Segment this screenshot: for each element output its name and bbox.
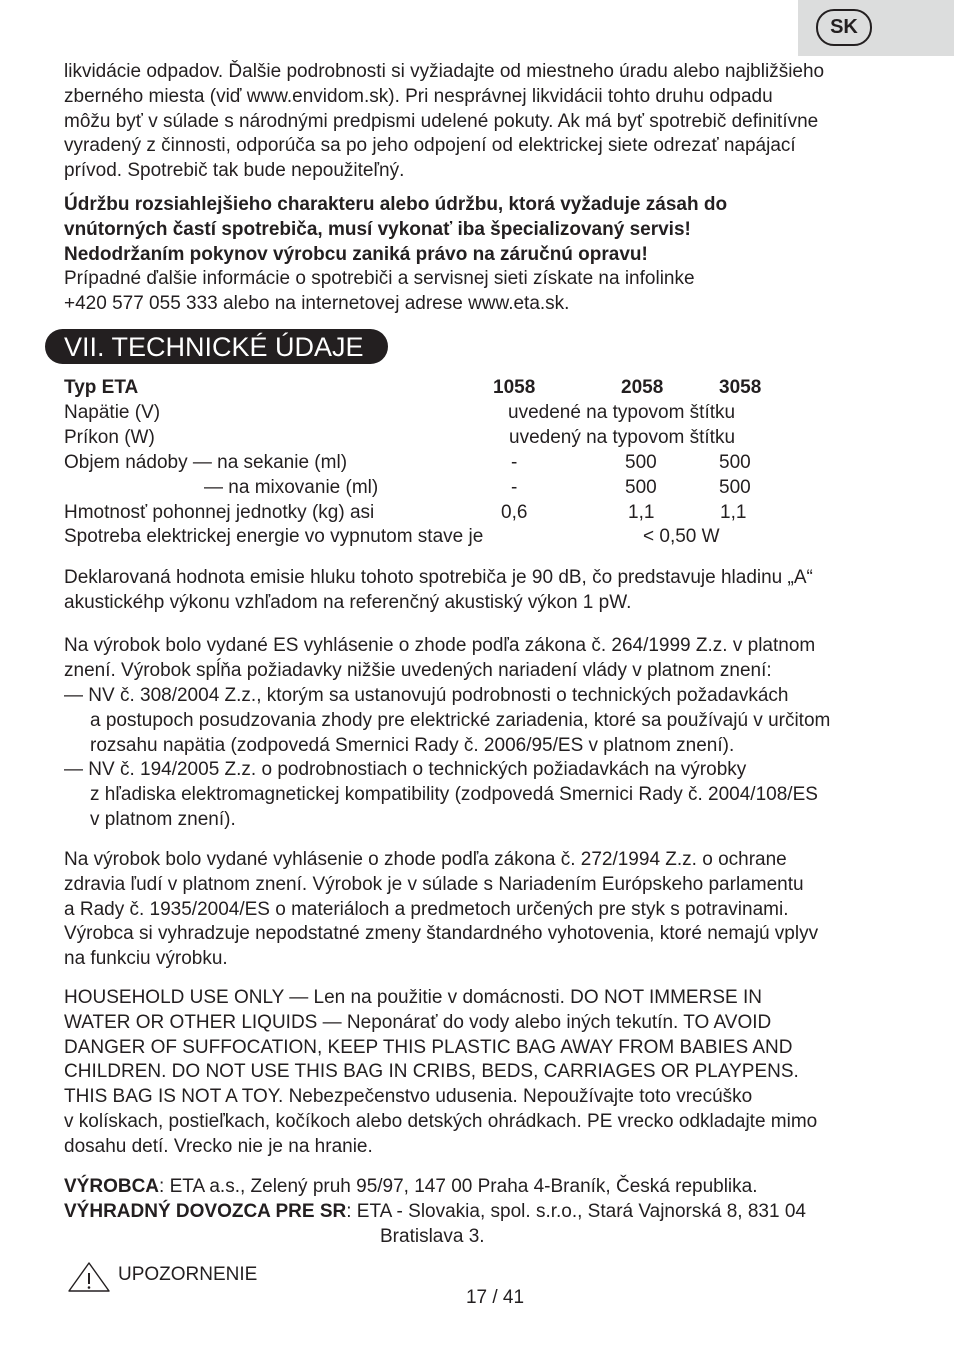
manufacturer-label: VÝROBCA xyxy=(64,1176,160,1197)
text-line: Na výrobok bolo vydané ES vyhlásenie o zhode podľa zákona č. 264/1999 Z.z. v platnom xyxy=(64,635,816,656)
noise-paragraph xyxy=(64,566,894,616)
regulation-list xyxy=(64,684,894,833)
manufacturer-block xyxy=(64,1175,894,1249)
spec-weight-2058: 1,1 xyxy=(628,502,655,523)
spec-weight-3058: 1,1 xyxy=(720,502,747,523)
warning-note xyxy=(67,1261,327,1293)
manufacturer-line xyxy=(64,1175,894,1200)
spec-chop-2058: 500 xyxy=(625,452,657,473)
text-line: Prípadné ďalšie informácie o spotrebiči a servisnej sieti získate na infolinke xyxy=(64,268,695,290)
language-badge: SK xyxy=(816,9,872,46)
spec-header-label: Typ ETA xyxy=(64,377,139,398)
text-line: Výrobca si vyhradzuje nepodstatné zmeny štandardného vyhotovenia, ktoré nemajú vplyv xyxy=(64,923,819,945)
spec-power-label: Príkon (W) xyxy=(64,427,155,448)
manufacturer-value: : ETA a.s., Zelený pruh 95/97, 147 00 Praha 4-Braník, Česká republika. xyxy=(159,1176,758,1197)
service-warning-line: vnútorných častí spotrebiča, musí vykonať iba špecializovaný servis! xyxy=(64,218,691,240)
text-line: Deklarovaná hodnota emisie hluku tohoto spotrebiča je 90 dB, čo predstavuje hladinu „A“ xyxy=(64,567,813,588)
text-line: HOUSEHOLD USE ONLY — Len na použitie v domácnosti. DO NOT IMMERSE IN xyxy=(64,987,762,1008)
text-line: a postupoch posudzovania zhody pre elektrické zariadenia, ktoré sa používajú v určitom xyxy=(90,709,831,731)
spec-chop-label: Objem nádoby — na sekanie (ml) xyxy=(64,452,348,473)
spec-chop-3058: 500 xyxy=(719,452,751,473)
importer-value: : ETA - Slovakia, spol. s.r.o., Stará Vajnorská 8, 831 04 xyxy=(346,1200,806,1222)
spec-standby-value: < 0,50 W xyxy=(643,526,720,547)
text-line: CHILDREN. DO NOT USE THIS BAG IN CRIBS, BEDS, CARRIAGES OR PLAYPENS. xyxy=(64,1061,799,1083)
text-line: THIS BAG IS NOT A TOY. Nebezpečenstvo udusenia. Nepoužívajte toto vrecúško xyxy=(64,1086,753,1108)
text-line: Na výrobok bolo vydané vyhlásenie o zhode podľa zákona č. 272/1994 Z.z. o ochrane xyxy=(64,849,787,870)
importer-label: VÝHRADNÝ DOVOZCA PRE SR xyxy=(64,1200,347,1222)
text-line: WATER OR OTHER LIQUIDS — Neponárať do vody alebo iných tekutín. TO AVOID xyxy=(64,1011,772,1033)
conformity-paragraph xyxy=(64,634,894,684)
page-number: 17 / 41 xyxy=(465,1287,525,1308)
text-line: dosahu detí. Vrecko nie je na hranie. xyxy=(64,1135,373,1157)
safety-warning-paragraph xyxy=(64,986,894,1160)
warning-label: UPOZORNENIE xyxy=(118,1264,258,1285)
spec-model-1058: 1058 xyxy=(493,377,536,398)
importer-line xyxy=(64,1200,894,1225)
spec-power-value: uvedený na typovom štítku xyxy=(509,427,736,448)
list-dash: — xyxy=(64,759,83,781)
spec-chop-1058: - xyxy=(511,452,518,473)
text-line: NV č. 194/2005 Z.z. o podrobnostiach o technických požiadavkách na výrobky xyxy=(88,759,747,781)
spec-mix-3058: 500 xyxy=(719,477,751,498)
spec-mix-2058: 500 xyxy=(625,477,657,498)
text-line: rozsahu napätia (zodpovedá Smernici Rady č. 2006/95/ES v platnom znení). xyxy=(90,734,735,756)
text-line: DANGER OF SUFFOCATION, KEEP THIS PLASTIC BAG AWAY FROM BABIES AND xyxy=(64,1036,793,1058)
importer-value-line2: Bratislava 3. xyxy=(380,1225,485,1247)
health-paragraph xyxy=(64,848,894,972)
spec-voltage-label: Napätie (V) xyxy=(64,402,161,423)
technical-specs-table xyxy=(64,376,864,551)
spec-mix-label: — na mixovanie (ml) xyxy=(204,477,379,498)
spec-mix-1058: - xyxy=(511,477,518,498)
language-tab xyxy=(798,0,954,56)
spec-standby-label: Spotreba elektrickej energie vo vypnutom stave je xyxy=(64,526,484,547)
regulation-item xyxy=(64,758,894,832)
section-heading: VII. TECHNICKÉ ÚDAJE xyxy=(45,329,388,364)
spec-model-2058: 2058 xyxy=(621,377,664,398)
spec-weight-1058: 0,6 xyxy=(501,502,528,523)
regulation-item xyxy=(64,684,894,758)
text-line: môžu byť v súlade s národnými predpismi udelené pokuty. Ak má byť spotrebič definitívne xyxy=(64,110,819,132)
text-line: vyradený z činnosti, odporúča sa po jeho odpojení od elektrickej siete odrezať napájací xyxy=(64,135,796,157)
text-line: na funkciu výrobku. xyxy=(64,948,228,970)
text-line: prívod. Spotrebič tak bude nepoužiteľný. xyxy=(64,160,405,182)
text-line: zdravia ľudí v platnom znení. Výrobok je v súlade s Nariadením Európskeho parlamentu xyxy=(64,873,804,895)
text-line: zberného miesta (viď www.envidom.sk). Pri nesprávnej likvidácii tohto druhu odpadu xyxy=(64,85,773,107)
service-paragraph xyxy=(64,193,894,317)
text-line: likvidácie odpadov. Ďalšie podrobnosti si vyžiadajte od miestneho úradu alebo najbližšieho xyxy=(64,61,825,82)
text-line: znení. Výrobok spĺňa požiadavky nižšie uvedených nariadení vlády v platnom znení: xyxy=(64,659,772,681)
spec-voltage-value: uvedené na typovom štítku xyxy=(508,402,736,423)
text-line: v kolískach, postieľkach, kočíkoch alebo detských ohrádkach. PE vrecko odkladajte mimo xyxy=(64,1110,818,1132)
warning-triangle-icon xyxy=(67,1261,111,1293)
spec-model-3058: 3058 xyxy=(719,377,762,398)
list-dash: — xyxy=(64,685,83,706)
text-line: v platnom znení). xyxy=(90,808,236,830)
text-line: akustickéhp výkonu vzhľadom na referenčný akustiský výkon 1 pW. xyxy=(64,591,632,613)
text-line: a Rady č. 1935/2004/ES o materiáloch a predmetoch určených pre styk s potravinami. xyxy=(64,898,789,920)
service-warning-line: Údržbu rozsiahlejšieho charakteru alebo údržbu, ktorá vyžaduje zásah do xyxy=(64,194,728,215)
text-line: NV č. 308/2004 Z.z., ktorým sa ustanovujú podrobnosti o technických požadavkách xyxy=(88,685,789,706)
spec-weight-label: Hmotnosť pohonnej jednotky (kg) asi xyxy=(64,502,375,523)
disposal-paragraph xyxy=(64,60,894,184)
text-line: z hľadiska elektromagnetickej kompatibility (zodpovedá Smernici Rady č. 2004/108/ES xyxy=(90,784,818,806)
text-line: +420 577 055 333 alebo na internetovej adrese www.eta.sk. xyxy=(64,293,570,315)
service-warning-line: Nedodržaním pokynov výrobcu zaniká právo na záručnú opravu! xyxy=(64,243,648,265)
